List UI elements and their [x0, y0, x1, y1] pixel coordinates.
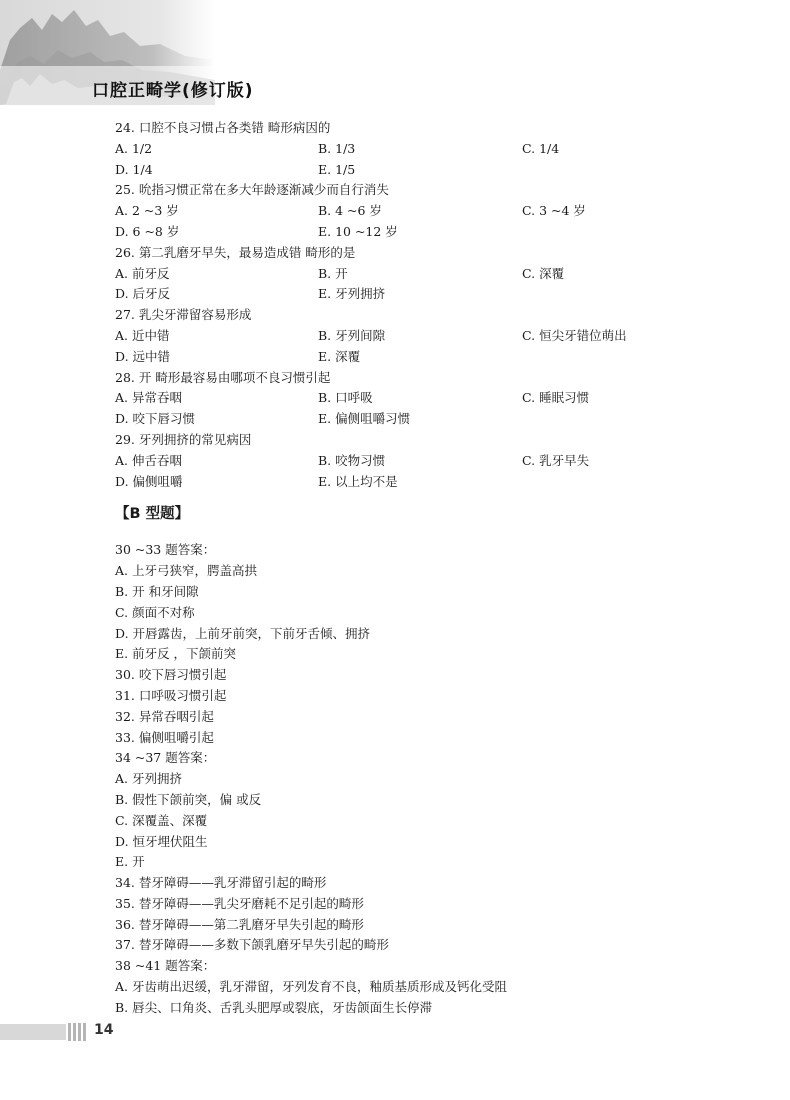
- option-row: [115, 264, 675, 285]
- option-a: A. 近中错: [115, 327, 170, 343]
- option-c: C. 1/4: [522, 140, 560, 156]
- option-c: C. 深覆: [522, 265, 565, 281]
- option-a: A. 2 ~3 岁: [115, 203, 179, 219]
- footer-tick-marks: [68, 1023, 86, 1041]
- question-stem: 31. 口呼吸习惯引起: [115, 687, 227, 703]
- answer-option: B. 开 和牙间隙: [115, 583, 199, 599]
- option-row: [115, 409, 675, 430]
- option-d: D. 远中错: [115, 348, 171, 364]
- option-b: B. 开: [318, 265, 348, 281]
- option-row: [115, 139, 675, 160]
- option-b: B. 4 ~6 岁: [318, 203, 382, 219]
- option-a: A. 前牙反: [115, 265, 170, 281]
- option-e: E. 牙列拥挤: [318, 286, 386, 302]
- option-d: D. 后牙反: [115, 286, 171, 302]
- question-content: [115, 118, 675, 1019]
- option-row: [115, 222, 675, 243]
- question-stem: 32. 异常吞咽引起: [115, 708, 214, 724]
- option-e: E. 偏侧咀嚼习惯: [318, 411, 411, 427]
- option-row: [115, 201, 675, 222]
- answer-option: A. 上牙弓狭窄，腭盖高拱: [115, 563, 257, 579]
- section-b-lines: [115, 540, 675, 1018]
- answer-option: E. 开: [115, 854, 145, 870]
- answer-group-heading: 38 ~41 题答案：: [115, 958, 216, 974]
- section-heading-b: 【B 型题】: [115, 506, 190, 523]
- question-stem: 26. 第二乳磨牙早失，最易造成错 畸形的是: [115, 244, 356, 260]
- question-25: [115, 180, 675, 242]
- option-a: A. 异常吞咽: [115, 390, 182, 406]
- option-row: [115, 284, 675, 305]
- option-b: B. 牙列间隙: [318, 327, 386, 343]
- book-title: 口腔正畸学(修订版): [92, 81, 254, 101]
- question-stem: 34. 替牙障碍——乳牙滞留引起的畸形: [115, 875, 327, 891]
- option-e: E. 1/5: [318, 161, 356, 177]
- option-c: C. 睡眠习惯: [522, 390, 590, 406]
- answer-option: A. 牙齿萌出迟缓，乳牙滞留，牙列发育不良，釉质基质形成及钙化受阻: [115, 979, 507, 995]
- question-29: [115, 430, 675, 492]
- question-stem: 27. 乳尖牙滞留容易形成: [115, 307, 252, 323]
- answer-option: C. 颜面不对称: [115, 604, 195, 620]
- answer-option: E. 前牙反 ，下颌前突: [115, 646, 237, 662]
- answer-option: C. 深覆盖、深覆: [115, 812, 208, 828]
- option-row: [115, 347, 675, 368]
- question-24: [115, 118, 675, 180]
- option-b: B. 咬物习惯: [318, 452, 386, 468]
- page-number: 14: [94, 1022, 114, 1038]
- option-e: E. 10 ~12 岁: [318, 223, 398, 239]
- question-27: [115, 305, 675, 367]
- option-d: D. 1/4: [115, 161, 153, 177]
- question-stem: 37. 替牙障碍——多数下颌乳磨牙早失引起的畸形: [115, 937, 389, 953]
- answer-option: B. 唇尖、口角炎、舌乳头肥厚或裂底，牙齿颌面生长停滞: [115, 999, 433, 1015]
- option-d: D. 6 ~8 岁: [115, 223, 180, 239]
- question-stem: 30. 咬下唇习惯引起: [115, 667, 227, 683]
- option-row: [115, 451, 675, 472]
- option-row: [115, 160, 675, 181]
- option-e: E. 深覆: [318, 348, 361, 364]
- answer-group-heading: 34 ~37 题答案：: [115, 750, 216, 766]
- answer-group-heading: 30 ~33 题答案：: [115, 542, 216, 558]
- question-28: [115, 368, 675, 430]
- option-c: C. 3 ~4 岁: [522, 203, 586, 219]
- question-stem: 29. 牙列拥挤的常见病因: [115, 431, 252, 447]
- option-b: B. 1/3: [318, 140, 356, 156]
- option-d: D. 咬下唇习惯: [115, 411, 196, 427]
- option-d: D. 偏侧咀嚼: [115, 473, 183, 489]
- answer-option: D. 开唇露齿，上前牙前突，下前牙舌倾、拥挤: [115, 625, 371, 641]
- option-e: E. 以上均不是: [318, 473, 398, 489]
- option-a: A. 1/2: [115, 140, 153, 156]
- option-row: [115, 326, 675, 347]
- option-c: C. 乳牙早失: [522, 452, 590, 468]
- question-stem: 25. 吮指习惯正常在多大年龄逐渐减少而自行消失: [115, 182, 389, 198]
- option-row: [115, 472, 675, 493]
- answer-option: B. 假性下颌前突，偏 或反: [115, 791, 262, 807]
- option-c: C. 恒尖牙错位萌出: [522, 327, 627, 343]
- answer-option: A. 牙列拥挤: [115, 771, 182, 787]
- question-stem: 24. 口腔不良习惯占各类错 畸形病因的: [115, 120, 331, 135]
- question-26: [115, 243, 675, 305]
- question-stem: 35. 替牙障碍——乳尖牙磨耗不足引起的畸形: [115, 895, 364, 911]
- question-stem: 28. 开 畸形最容易由哪项不良习惯引起: [115, 369, 331, 385]
- question-stem: 33. 偏侧咀嚼引起: [115, 729, 214, 745]
- answer-option: D. 恒牙埋伏阻生: [115, 833, 208, 849]
- option-row: [115, 388, 675, 409]
- option-a: A. 伸舌吞咽: [115, 452, 182, 468]
- footer-bar: [0, 1024, 66, 1040]
- question-stem: 36. 替牙障碍——第二乳磨牙早失引起的畸形: [115, 916, 364, 932]
- option-b: B. 口呼吸: [318, 390, 373, 406]
